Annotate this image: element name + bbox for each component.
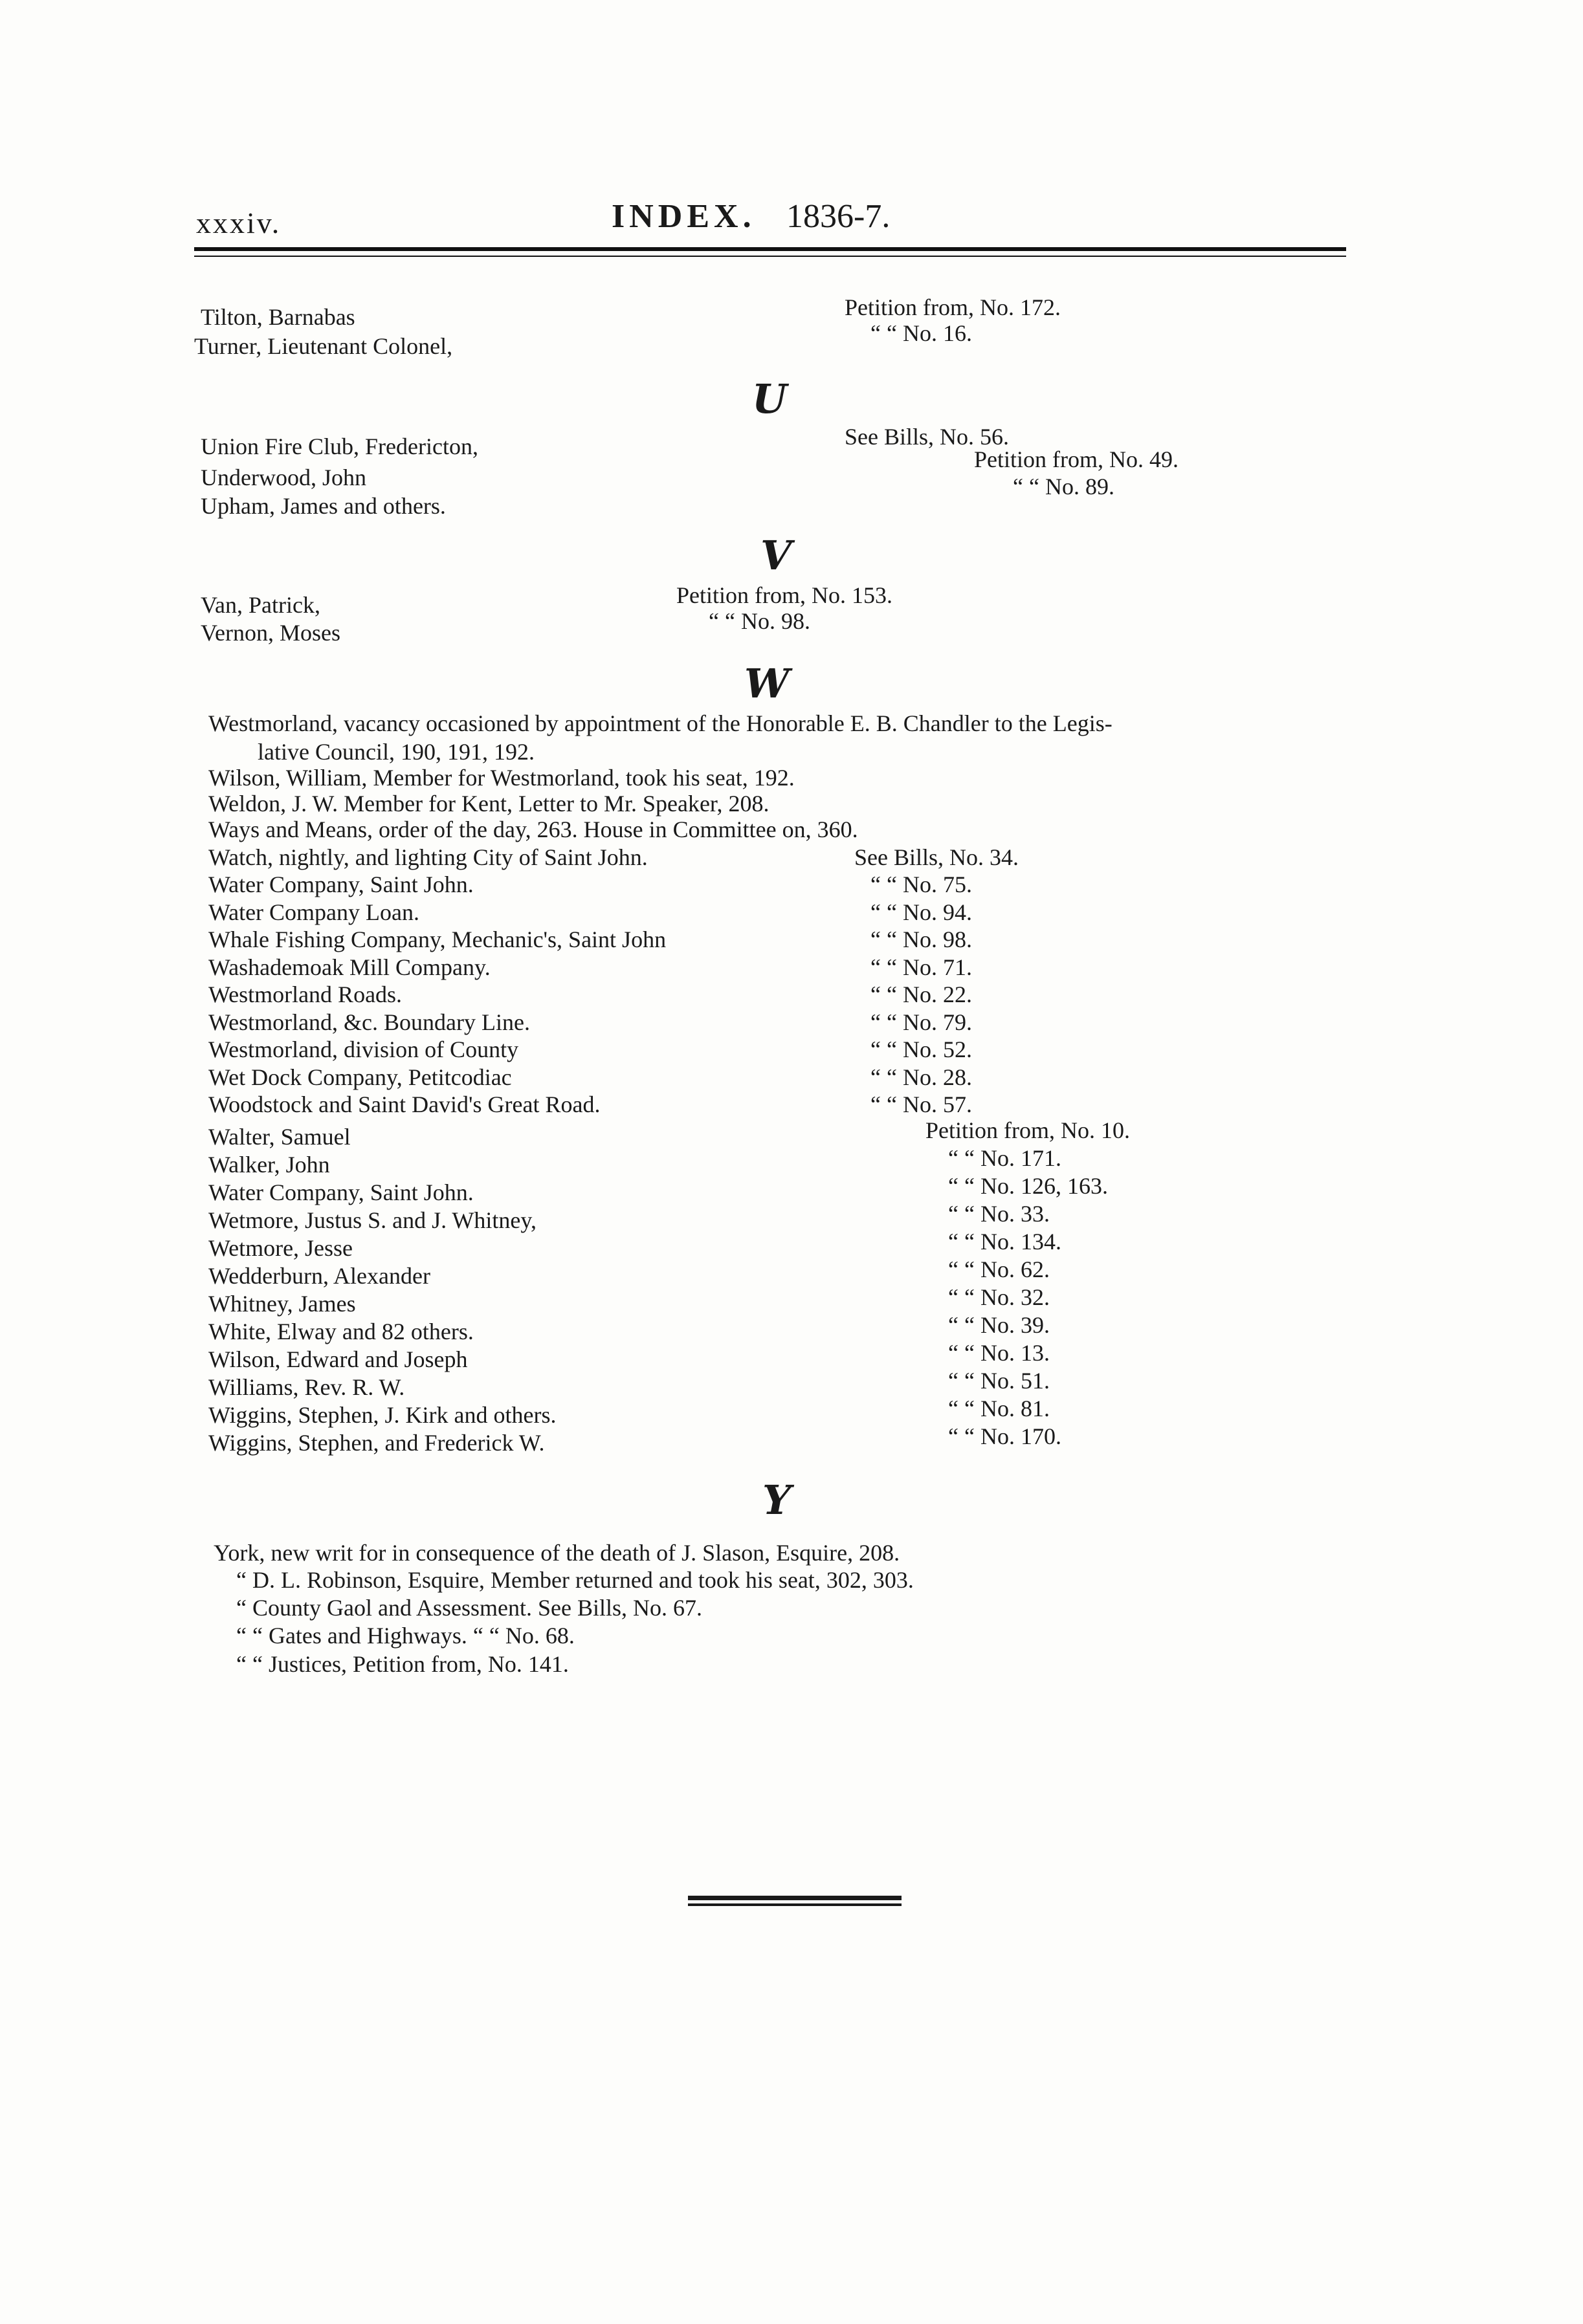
section-letter-y: Y bbox=[762, 1476, 792, 1524]
index-entry-name: Underwood, John bbox=[201, 465, 366, 490]
index-entry-text: “ D. L. Robinson, Esquire, Member returned and took his seat, 302, 303. bbox=[236, 1567, 914, 1593]
index-entry-name: Wiggins, Stephen, and Frederick W. bbox=[208, 1430, 545, 1456]
index-entry-name: Woodstock and Saint David's Great Road. bbox=[208, 1091, 601, 1117]
index-entry-name: White, Elway and 82 others. bbox=[208, 1319, 474, 1344]
index-entry-text: “ County Gaol and Assessment. See Bills, No. 67. bbox=[236, 1595, 702, 1621]
index-entry-ref: “ “ No. 62. bbox=[948, 1256, 1050, 1282]
index-entry-text: Ways and Means, order of the day, 263. House in Committee on, 360. bbox=[208, 817, 858, 842]
index-entry-ref: “ “ No. 75. bbox=[870, 872, 972, 897]
index-entry-name: Whale Fishing Company, Mechanic's, Saint John bbox=[208, 926, 667, 952]
index-entry-ref: Petition from, No. 49. bbox=[974, 446, 1179, 472]
index-entry-text: Weldon, J. W. Member for Kent, Letter to Mr. Speaker, 208. bbox=[208, 791, 769, 817]
index-entry-ref: “ “ No. 94. bbox=[870, 899, 972, 925]
index-entry-name: Union Fire Club, Fredericton, bbox=[201, 433, 478, 459]
index-entry-ref: “ “ No. 33. bbox=[948, 1201, 1050, 1227]
index-entry-name: Water Company, Saint John. bbox=[208, 1179, 474, 1205]
index-entry-ref: See Bills, No. 34. bbox=[854, 844, 1019, 870]
index-entry-ref: “ “ No. 89. bbox=[1013, 474, 1114, 499]
index-entry-name: Walter, Samuel bbox=[208, 1124, 351, 1150]
index-entry-ref: “ “ No. 81. bbox=[948, 1396, 1050, 1421]
index-entry-name: Walker, John bbox=[208, 1152, 330, 1178]
index-entry-ref: Petition from, No. 10. bbox=[925, 1117, 1130, 1143]
page-number: xxxiv. bbox=[196, 206, 282, 239]
index-entry-ref: “ “ No. 13. bbox=[948, 1340, 1050, 1366]
index-entry-name: Watch, nightly, and lighting City of Saint John. bbox=[208, 844, 648, 870]
index-entry-name: Wetmore, Justus S. and J. Whitney, bbox=[208, 1207, 537, 1233]
index-entry-ref: “ “ No. 79. bbox=[870, 1009, 972, 1035]
index-entry-name: Westmorland, &c. Boundary Line. bbox=[208, 1009, 530, 1035]
index-entry-ref: “ “ No. 171. bbox=[948, 1145, 1061, 1171]
section-letter-w: W bbox=[744, 660, 790, 707]
section-letter-u: U bbox=[752, 375, 788, 422]
index-entry-text: Wilson, William, Member for Westmorland, took his seat, 192. bbox=[208, 765, 795, 791]
index-entry-name: Westmorland, division of County bbox=[208, 1036, 519, 1062]
page-title: INDEX. bbox=[612, 198, 756, 235]
index-entry-ref: “ “ No. 28. bbox=[870, 1064, 972, 1090]
index-entry-name: Upham, James and others. bbox=[201, 493, 446, 519]
index-entry-ref: “ “ No. 134. bbox=[948, 1229, 1061, 1255]
index-entry-ref: “ “ No. 98. bbox=[709, 608, 810, 634]
section-letter-v: V bbox=[760, 532, 792, 579]
index-entry-ref: “ “ No. 57. bbox=[870, 1091, 972, 1117]
index-entry-ref: “ “ No. 52. bbox=[870, 1036, 972, 1062]
bottom-rule-upper bbox=[688, 1896, 902, 1900]
index-entry-ref: “ “ No. 32. bbox=[948, 1284, 1050, 1310]
index-entry-text: York, new writ for in consequence of the death of J. Slason, Esquire, 208. bbox=[214, 1540, 900, 1566]
index-entry-ref: “ “ No. 126, 163. bbox=[948, 1173, 1108, 1199]
index-entry-name: Water Company Loan. bbox=[208, 899, 420, 925]
index-entry-name: Williams, Rev. R. W. bbox=[208, 1374, 405, 1400]
index-entry-name: Wetmore, Jesse bbox=[208, 1235, 353, 1261]
index-entry-ref: “ “ No. 22. bbox=[870, 981, 972, 1007]
index-entry-ref: “ “ No. 98. bbox=[870, 926, 972, 952]
index-entry-name: Tilton, Barnabas bbox=[201, 304, 355, 330]
index-entry-name: Washademoak Mill Company. bbox=[208, 954, 491, 980]
index-entry-ref: “ “ No. 16. bbox=[870, 320, 972, 346]
index-entry-ref: Petition from, No. 172. bbox=[845, 294, 1061, 320]
bottom-rule-lower bbox=[688, 1903, 902, 1906]
index-entry-text: Westmorland, vacancy occasioned by appointment of the Honorable E. B. Chandler to the Legis- bbox=[208, 710, 1113, 736]
index-entry-name: Wiggins, Stephen, J. Kirk and others. bbox=[208, 1402, 557, 1428]
page-year: 1836-7. bbox=[786, 198, 891, 235]
index-entry-ref: “ “ No. 71. bbox=[870, 954, 972, 980]
index-entry-name: Water Company, Saint John. bbox=[208, 872, 474, 897]
index-entry-name: Wilson, Edward and Joseph bbox=[208, 1346, 468, 1372]
index-entry-name: Van, Patrick, bbox=[201, 592, 320, 618]
index-entry-text: lative Council, 190, 191, 192. bbox=[258, 739, 535, 765]
index-entry-ref: See Bills, No. 56. bbox=[845, 424, 1010, 450]
index-entry-name: Turner, Lieutenant Colonel, bbox=[194, 333, 453, 359]
index-entry-name: Wedderburn, Alexander bbox=[208, 1263, 430, 1289]
index-entry-name: Wet Dock Company, Petitcodiac bbox=[208, 1064, 512, 1090]
index-entry-ref: “ “ No. 39. bbox=[948, 1312, 1050, 1338]
index-entry-text: “ “ Gates and Highways. “ “ No. 68. bbox=[236, 1623, 575, 1649]
index-entry-name: Vernon, Moses bbox=[201, 620, 340, 646]
index-entry-ref: “ “ No. 51. bbox=[948, 1368, 1050, 1394]
header-rule-thick bbox=[194, 247, 1346, 251]
index-entry-ref: Petition from, No. 153. bbox=[676, 582, 892, 608]
index-entry-name: Westmorland Roads. bbox=[208, 981, 403, 1007]
header-rule-thin bbox=[194, 256, 1346, 257]
index-entry-ref: “ “ No. 170. bbox=[948, 1423, 1061, 1449]
index-entry-text: “ “ Justices, Petition from, No. 141. bbox=[236, 1651, 569, 1677]
index-entry-name: Whitney, James bbox=[208, 1291, 356, 1317]
